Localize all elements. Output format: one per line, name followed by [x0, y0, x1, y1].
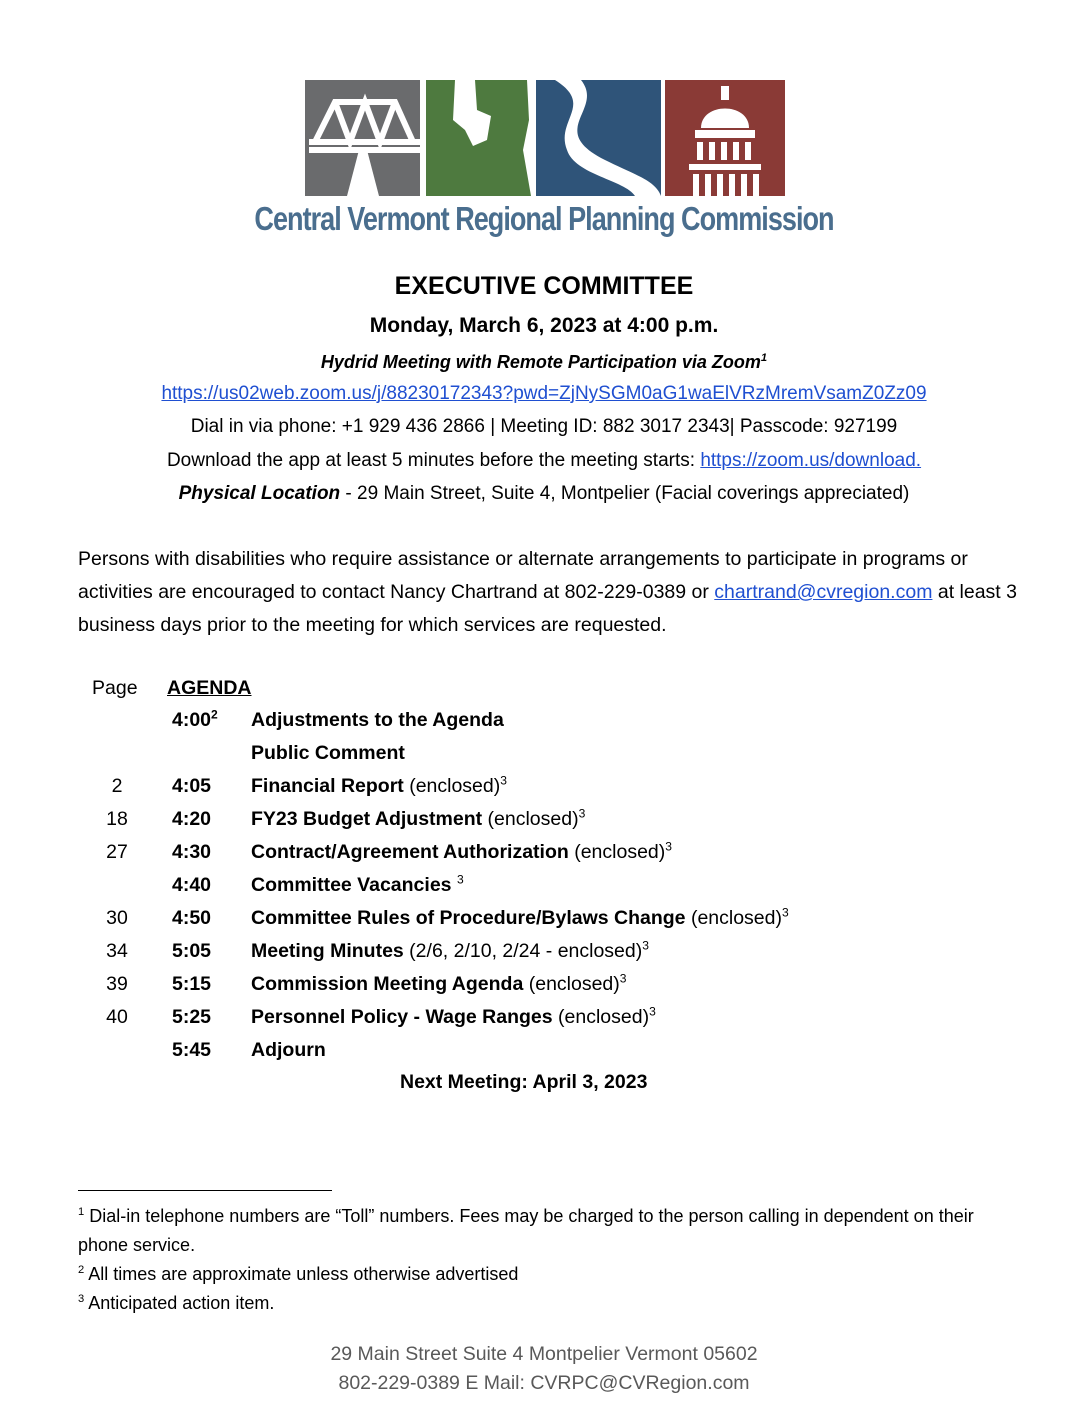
footnote: $^2$ All times are approximate unless otherwise advertised — [78, 1264, 519, 1284]
footnote-ref: 3 — [642, 938, 649, 953]
agenda-row — [0, 940, 1088, 973]
agenda-page: 30 — [106, 907, 128, 929]
agenda-row — [0, 742, 1088, 775]
physical-text: - 29 Main Street, Suite 4, Montpelier (Facial coverings appreciated) — [340, 483, 910, 504]
agenda-row — [0, 841, 1088, 874]
accessibility-text-end: at least 3 business days prior to the meeting for which services are requested. — [78, 581, 1017, 636]
footnote: $^1$ Dial-in telephone numbers are “Toll” numbers. Fees may be charged to the person calling in dependent on their phone service. — [78, 1206, 974, 1255]
agenda-row — [0, 973, 1088, 1006]
agenda-time: 4:05 — [172, 775, 212, 797]
agenda-item: FY23 Budget Adjustment (enclosed)$^3$ — [251, 806, 586, 830]
agenda-time: 5:45 — [172, 1039, 212, 1061]
zoom-link[interactable]: https://us02web.zoom.us/j/88230172343?pwd=ZjNySGM0aG1waElVRzMremVsamZ0Zz09 — [161, 383, 927, 404]
agenda-time: $4:00^2$ — [172, 707, 218, 731]
email-link[interactable]: chartrand@cvregion.com — [714, 581, 933, 603]
agenda-item: Meeting Minutes (2/6, 2/10, 2/24 - enclosed)$^3$ — [251, 938, 649, 962]
page-column-header: Page — [92, 677, 138, 699]
agenda-row — [0, 709, 1088, 742]
footnote-number: 1 — [78, 1206, 85, 1218]
agenda-page: 40 — [106, 1006, 128, 1028]
agenda-row — [0, 874, 1088, 907]
footnote-number: 2 — [78, 1264, 85, 1276]
agenda-row — [0, 1039, 1088, 1072]
physical-label: Physical Location — [178, 483, 341, 504]
footnote-ref: 3 — [665, 839, 672, 854]
agenda-row — [0, 907, 1088, 940]
accessibility-paragraph — [78, 543, 1018, 642]
footnote-ref: 3 — [500, 773, 507, 788]
download-link[interactable]: https://zoom.us/download. — [700, 450, 922, 471]
footnote-ref: 3 — [649, 1004, 656, 1019]
footnote-ref: 3 — [456, 872, 464, 887]
footnote-ref: 3 — [578, 806, 586, 821]
agenda-row — [0, 808, 1088, 841]
agenda-row — [0, 775, 1088, 808]
meeting-date: Monday, March 6, 2023 at 4:00 p.m. — [369, 314, 719, 337]
footer-street: 29 Main Street Suite 4 Montpelier Vermont 05602 — [330, 1343, 758, 1365]
physical-location — [0, 483, 1088, 505]
agenda-page: 27 — [106, 841, 128, 863]
agenda-item: Committee Rules of Procedure/Bylaws Change (enclosed)$^3$ — [251, 905, 789, 929]
agenda-time: 4:50 — [172, 907, 212, 929]
footnote-divider — [78, 1190, 332, 1191]
agenda-page: 34 — [106, 940, 128, 962]
agenda-time: 5:25 — [172, 1006, 212, 1028]
footnote-ref: 3 — [782, 905, 789, 920]
cvrpc-logo — [305, 80, 785, 196]
hybrid-note — [0, 352, 1088, 373]
agenda-time: 4:40 — [172, 874, 212, 896]
footnotes — [78, 1202, 1018, 1318]
agenda-item: Public Comment — [251, 742, 405, 764]
footer-contact: 802-229-0389 E Mail: CVRPC@CVRegion.com — [338, 1372, 750, 1394]
agenda-row — [0, 1006, 1088, 1039]
agenda-time: 5:15 — [172, 973, 212, 995]
download-info — [0, 450, 1088, 472]
agenda-header: AGENDA — [167, 677, 252, 699]
meeting-title: EXECUTIVE COMMITTEE — [394, 272, 694, 300]
agenda-page: 39 — [106, 973, 128, 995]
agenda-item: Adjustments to the Agenda — [251, 709, 504, 731]
footnote-number: 3 — [78, 1293, 85, 1305]
agenda-time: 4:30 — [172, 841, 212, 863]
agenda-item: Contract/Agreement Authorization (enclosed)$^3$ — [251, 839, 672, 863]
footnote: $^3$ Anticipated action item. — [78, 1293, 275, 1313]
agenda-time: 4:20 — [172, 808, 212, 830]
agenda-item: Adjourn — [251, 1039, 326, 1061]
footnote-ref: 3 — [619, 971, 627, 986]
accessibility-text: Persons with disabilities who require assistance or alternate arrangements to participate in programs or activities are encouraged to contact Nancy Chartrand at 802-229-0389 or — [78, 548, 968, 603]
download-text: Download the app at least 5 minutes before the meeting starts: — [166, 450, 701, 471]
footnote-ref: 2 — [211, 707, 218, 722]
agenda-item: Commission Meeting Agenda (enclosed)$^3$ — [251, 971, 627, 995]
next-meeting: Next Meeting: April 3, 2023 — [400, 1071, 648, 1093]
agenda-page: 2 — [111, 775, 123, 797]
agenda-item: Financial Report (enclosed)$^3$ — [251, 773, 507, 797]
dial-in-info: Dial in via phone: +1 929 436 2866 | Meeting ID: 882 3017 2343| Passcode: 927199 — [190, 416, 898, 437]
agenda-page: 18 — [106, 808, 128, 830]
footer-address — [0, 1340, 1088, 1398]
agenda-time: 5:05 — [172, 940, 212, 962]
hybrid-text: Hydrid Meeting with Remote Participation via Zoom — [320, 352, 761, 372]
agenda-item: Committee Vacancies $^3$ — [251, 872, 464, 896]
footnote-ref: 1 — [760, 352, 768, 364]
org-name: Central Vermont Regional Planning Commission — [254, 200, 834, 237]
agenda-item: Personnel Policy - Wage Ranges (enclosed)$^3$ — [251, 1004, 656, 1028]
